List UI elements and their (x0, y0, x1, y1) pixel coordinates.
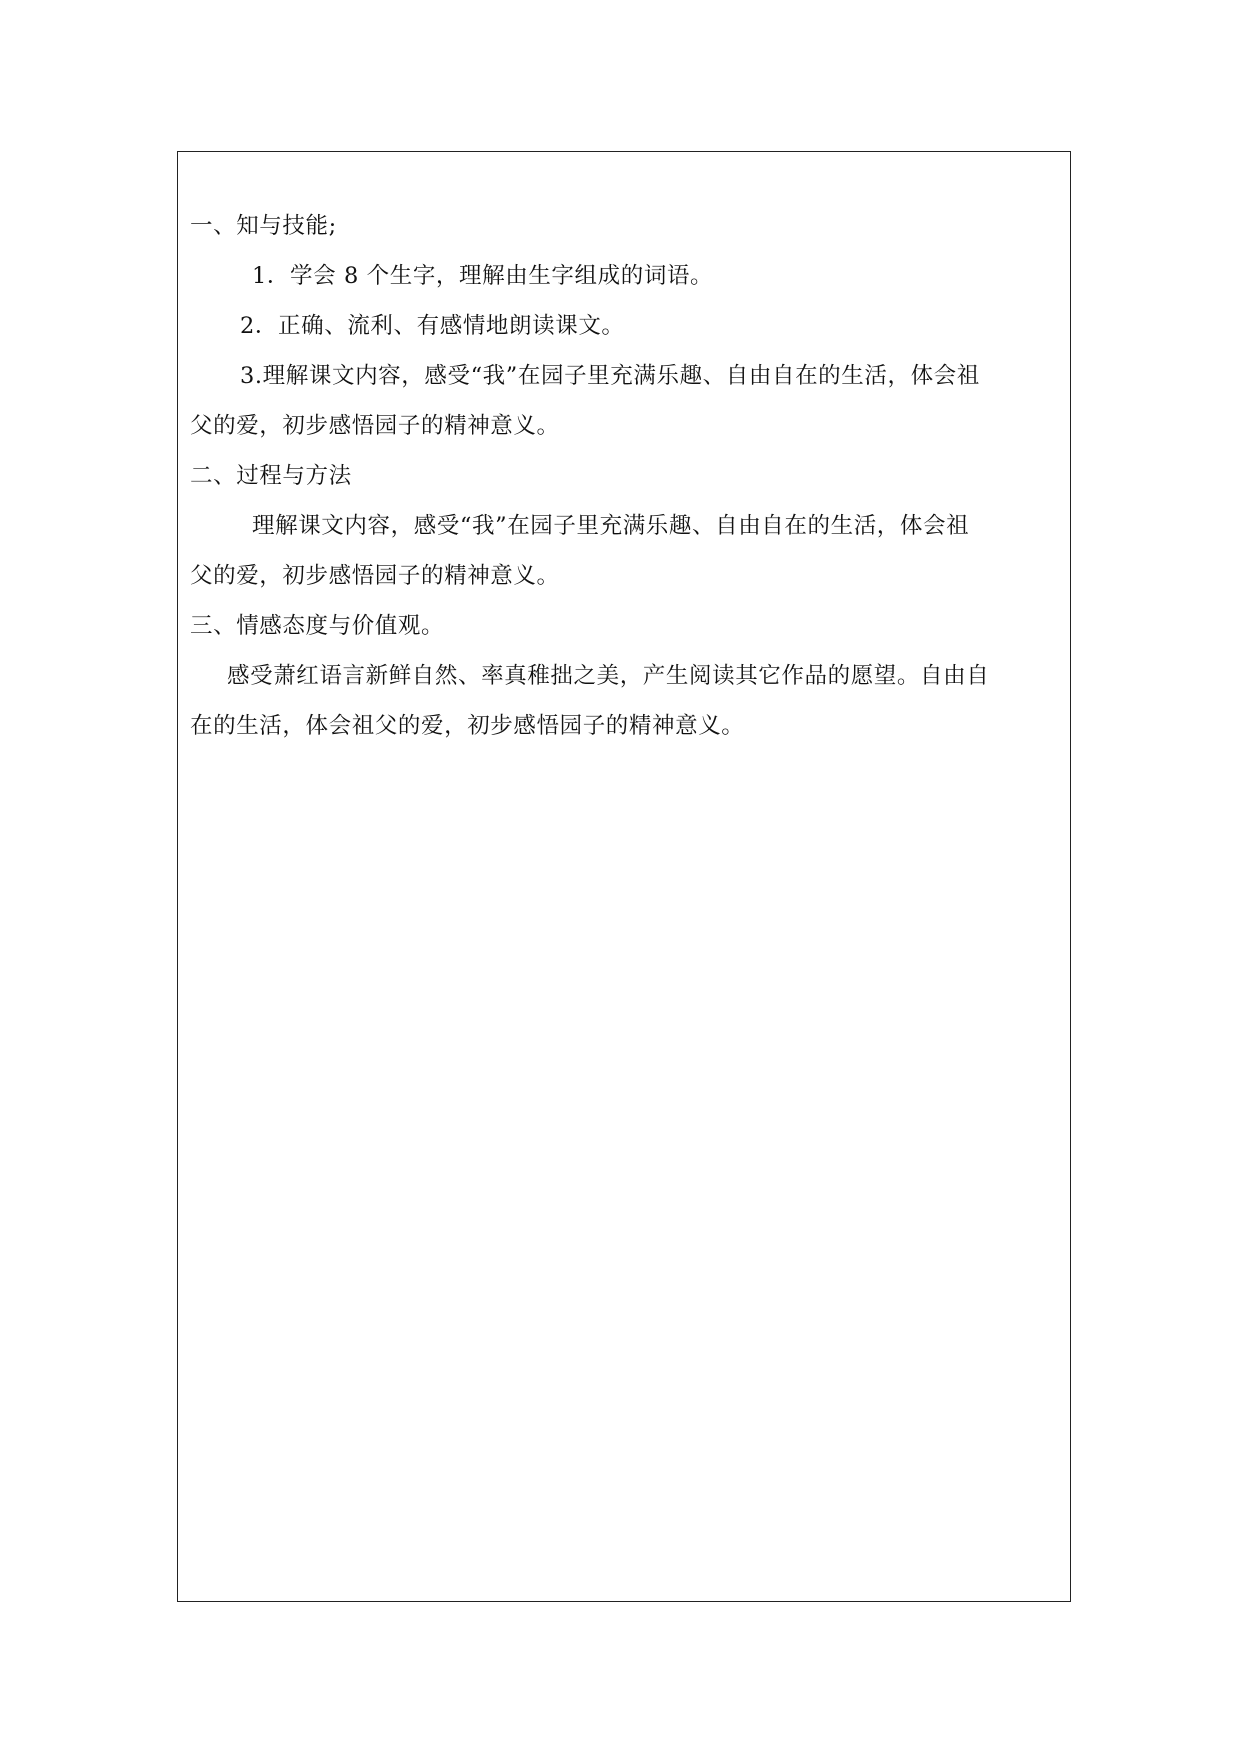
objective-item-3-line-1: 3.理解课文内容，感受“我”在园子里充满乐趣、自由自在的生活，体会祖 (240, 363, 980, 389)
heading-knowledge-skills: 一、知与技能; (190, 213, 337, 239)
objective-item-2: 2．正确、流利、有感情地朗读课文。 (240, 313, 625, 339)
emotion-paragraph-line-1: 感受萧红语言新鲜自然、率真稚拙之美，产生阅读其它作品的愿望。自由自 (227, 663, 990, 689)
heading-emotion-attitude-values: 三、情感态度与价值观。 (190, 613, 445, 639)
heading-process-methods: 二、过程与方法 (190, 463, 352, 489)
objective-item-3-line-2: 父的爱，初步感悟园子的精神意义。 (190, 413, 560, 439)
emotion-paragraph-line-2: 在的生活，体会祖父的爱，初步感悟园子的精神意义。 (190, 713, 745, 739)
objective-item-1: 1．学会 8 个生字，理解由生字组成的词语。 (252, 263, 714, 289)
process-paragraph-line-1: 理解课文内容，感受“我”在园子里充满乐趣、自由自在的生活，体会祖 (252, 513, 970, 539)
process-paragraph-line-2: 父的爱，初步感悟园子的精神意义。 (190, 563, 560, 589)
